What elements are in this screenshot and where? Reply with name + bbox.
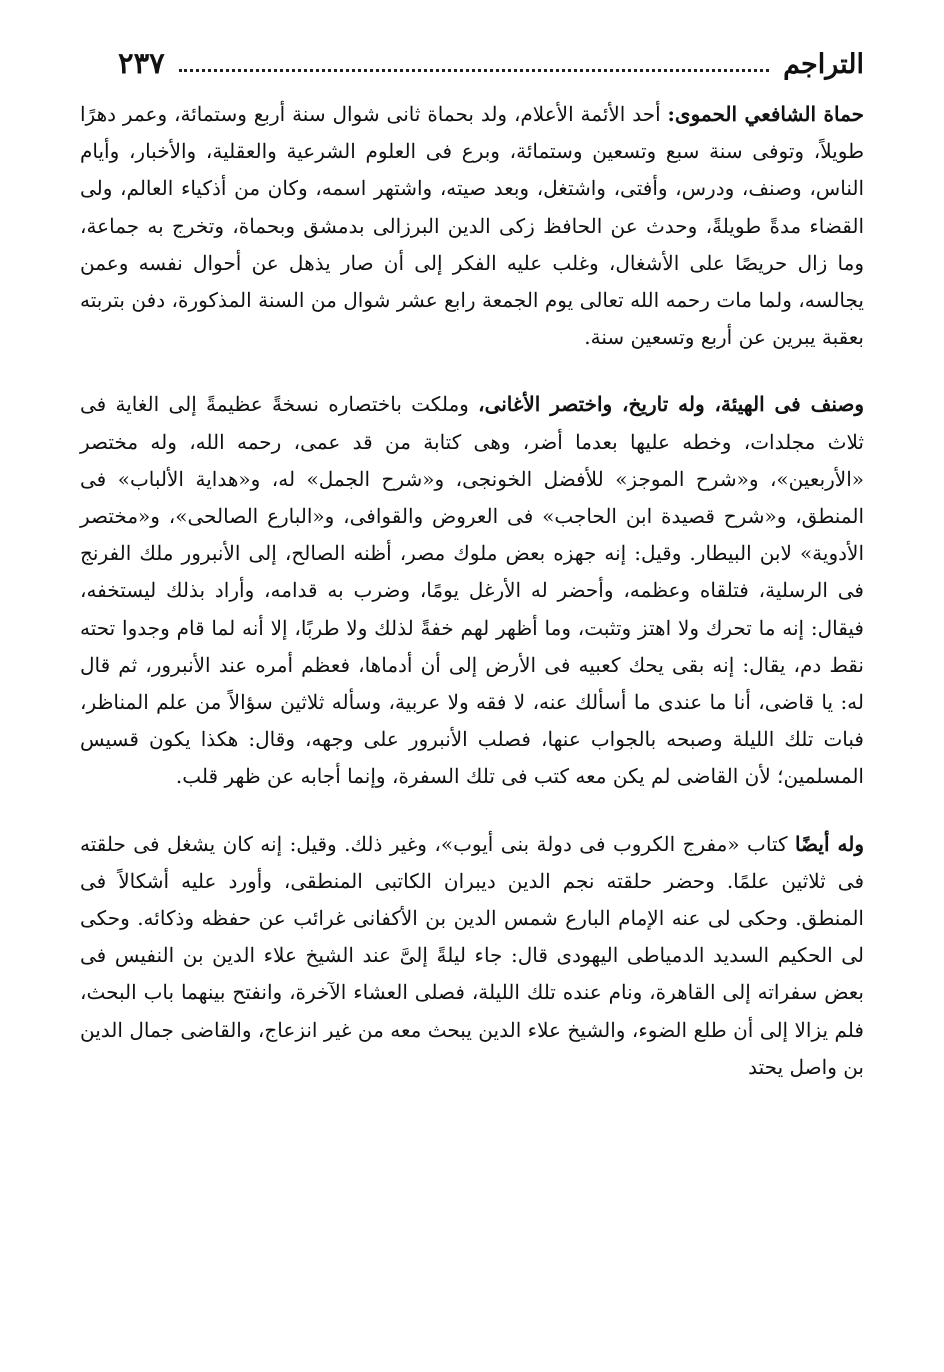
paragraph-1 xyxy=(80,96,864,356)
paragraph-2-lead: وصنف فى الهيئة، وله تاريخ، واختصر الأغانى، xyxy=(478,392,864,417)
paragraph-3-lead: وله أيضًا xyxy=(794,831,865,856)
paragraph-3-text: كتاب «مفرج الكروب فى دولة بنى أيوب»، وغير ذلك. وقيل: إنه كان يشغل فى حلقته فى ثلاثين علمًا. وحضر حلقته نجم الدين ديبران الكاتبى المنطقى، وأورد عليه أشكالاً فى المنطق. وحكى لى عنه الإمام البارع شمس الدين بن الأكفانى غرائب عن حفظه وذكائه. وحكى لى الحكيم السديد الدمياطى اليهودى قال: جاء ليلةً إلىَّ عند الشيخ علاء الدين بن النفيس فى بعض سفراته إلى القاهرة، ونام عنده تلك الليلة، فصلى العشاء الآخرة، وانفتح بينهما باب البحث، فلم يزالا إلى أن طلع الضوء، والشيخ علاء الدين يبحث معه من غير انزعاج، والقاضى جمال الدين بن واصل يحتد xyxy=(80,831,864,1079)
paragraph-1-lead: حماة الشافعي الحموى: xyxy=(667,102,864,126)
page-header xyxy=(118,38,864,78)
paragraph-2-text: وملكت باختصاره نسخةً عظيمةً إلى الغاية فى ثلاث مجلدات، وخطه عليها بعدما أضر، وهى كتابة من قد عمى، رحمه الله، وله مختصر «الأربعين»، و«شرح الموجز» للأفضل الخونجى، و«شرح الجمل» له، و«هداية الألباب» فى المنطق، و«شرح قصيدة ابن الحاجب» فى العروض والقوافى، و«البارع الصالحى»، و«مختصر الأدوية» لابن البيطار. وقيل: إنه جهزه بعض ملوك مصر، أظنه الصالح، إلى الأنبرور ملك الفرنج فى الرسلية، فتلقاه وعظمه، وأحضر له الأرغل يومًا، وضرب به قدامه، وأراد بذلك ليستخفه، فيقال: إنه ما تحرك ولا اهتز وتثبت، وما أظهر لهم خفةً لذلك ولا طربًا، إلا أنه لما قام وجدوا تحته نقط دم، يقال: إنه بقى يحك كعبيه فى الأرض إلى أن أدماها، فعظم أمره عند الأنبرور، ثم قال له: يا قاضى، أنا ما عندى ما أسألك عنه، لا فقه ولا عربية، وسأله ثلاثين سؤالاً من علم المناظر، فبات تلك الليلة وصبحه بالجواب عنها، فصلب الأنبرور على وجهه، وقال: هكذا يكون قسيس المسلمين؛ لأن القاضى لم يكن معه كتب فى تلك السفرة، وإنما أجابه عن ظهر قلب. xyxy=(80,392,864,789)
running-title: التراجم xyxy=(783,49,864,80)
paragraph-2 xyxy=(80,386,864,795)
page-number: ٢٣٧ xyxy=(118,46,165,80)
paragraph-1-text: أحد الأئمة الأعلام، ولد بحماة ثانى شوال سنة أربع وستمائة، وعمر دهرًا طويلاً، وتوفى سنة سبع وتسعين وستمائة، وبرع فى العلوم الشرعية والعقلية، والأخبار، وأيام الناس، وصنف، ودرس، وأفتى، واشتغل، وبعد صيته، واشتهر اسمه، وكان من أذكياء العالم، ولى القضاء مدةً طويلةً، وحدث عن الحافظ زكى الدين البرزالى بدمشق وبحماة، وتخرج به جماعة، وما زال حريصًا على الأشغال، وغلب عليه الفكر إلى أن صار يذهل عن أحوال نفسه وعمن يجالسه، ولما مات رحمه الله تعالى يوم الجمعة رابع عشر شوال من السنة المذكورة، دفن بتربته بعقبة يبرين عن أربع وتسعين سنة. xyxy=(80,102,865,350)
paragraph-3 xyxy=(80,826,864,1086)
body-text xyxy=(80,96,864,1086)
header-dot-leader xyxy=(179,68,769,72)
